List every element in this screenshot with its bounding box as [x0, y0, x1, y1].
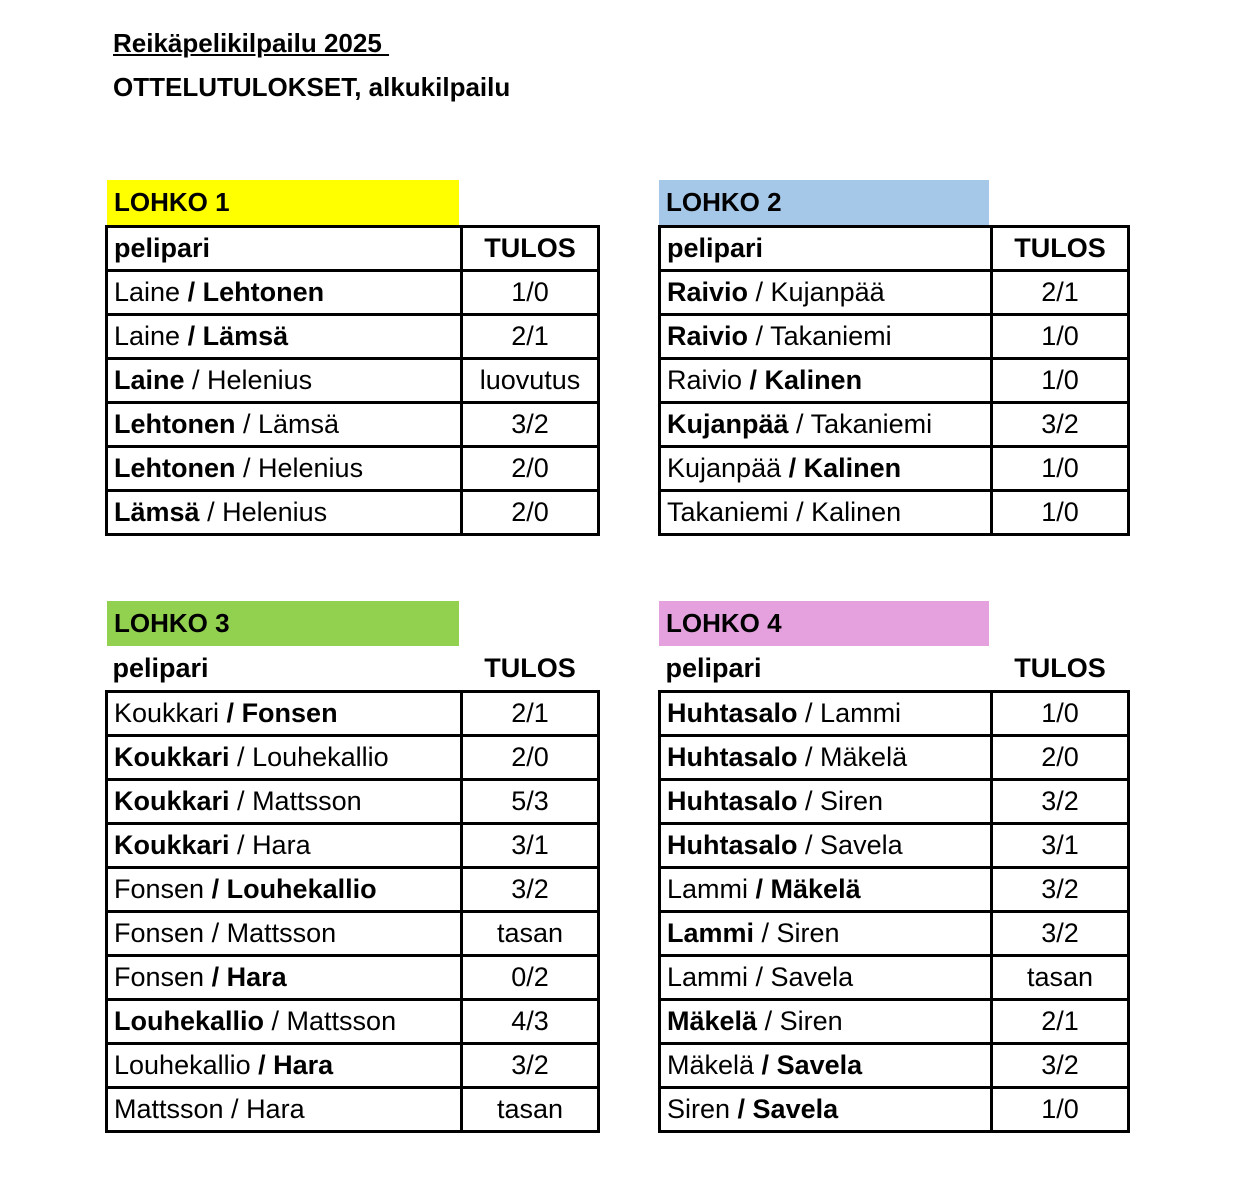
player-1-name: Lammi [667, 917, 755, 948]
player-2-name: Helenius [207, 365, 313, 395]
pelipari-cell [107, 691, 462, 735]
player-2-name: Hara [246, 1093, 305, 1124]
player-1-name: Louhekallio [114, 1049, 251, 1080]
player-1-name: Kujanpää [667, 453, 782, 483]
player-2-name: Lammi [820, 697, 902, 728]
tulos-cell: 3/1 [992, 823, 1129, 867]
table-row [107, 1087, 599, 1131]
column-header-pelipari: pelipari [112, 652, 209, 683]
pair-separator: / [204, 873, 227, 904]
player-2-name: Mattsson [286, 1005, 397, 1036]
pelipari-cell [107, 955, 462, 999]
player-1-name: Kujanpää [667, 409, 789, 439]
pair-separator: / [264, 1005, 287, 1036]
pair-separator: / [754, 1049, 777, 1080]
player-2-name: Takaniemi [770, 321, 892, 351]
table-row [107, 271, 599, 315]
header-row [660, 647, 1129, 691]
tulos-cell: 1/0 [992, 359, 1129, 403]
player-2-name: Helenius [258, 453, 364, 483]
pelipari-cell [107, 823, 462, 867]
pair-separator: / [788, 497, 812, 527]
pelipari-cell [107, 359, 462, 403]
player-2-name: Louhekallio [226, 873, 377, 904]
player-1-name: Koukkari [114, 697, 220, 728]
pelipari-cell [107, 447, 462, 491]
tulos-cell: tasan [462, 911, 599, 955]
results-table-lohko-1 [105, 225, 600, 536]
pair-separator: / [229, 829, 253, 860]
player-1-name: Raivio [667, 321, 749, 351]
group-label-lohko-1: LOHKO 1 [107, 180, 459, 225]
tulos-cell: 2/1 [462, 315, 599, 359]
pelipari-cell [660, 867, 992, 911]
tulos-cell: 5/3 [462, 779, 599, 823]
pelipari-cell [660, 447, 992, 491]
player-1-name: Mäkelä [667, 1005, 758, 1036]
pair-separator: / [757, 1005, 780, 1036]
table-row [660, 955, 1129, 999]
pair-separator: / [184, 365, 208, 395]
results-table-lohko-2 [658, 225, 1130, 536]
pair-separator: / [754, 917, 777, 948]
table-row [107, 315, 599, 359]
player-2-name: Lämsä [258, 409, 340, 439]
pelipari-cell [660, 1087, 992, 1131]
table-row [660, 735, 1129, 779]
pair-separator: / [199, 497, 223, 527]
table-row [660, 271, 1129, 315]
pair-separator: / [219, 697, 242, 728]
pair-separator: / [797, 785, 821, 816]
table-row [660, 1087, 1129, 1131]
table-row [107, 955, 599, 999]
table-row [107, 999, 599, 1043]
header-row [107, 647, 599, 691]
player-1-name: Lammi [667, 873, 749, 904]
player-2-name: Hara [273, 1049, 334, 1080]
pelipari-cell [107, 491, 462, 535]
pair-separator: / [180, 277, 203, 307]
player-1-name: Lehtonen [114, 453, 236, 483]
tulos-cell: 3/2 [462, 1043, 599, 1087]
table-row [660, 403, 1129, 447]
group-label-lohko-4: LOHKO 4 [659, 601, 989, 646]
table-row [660, 779, 1129, 823]
player-2-name: Siren [776, 917, 840, 948]
tulos-cell: tasan [992, 955, 1129, 999]
player-1-name: Fonsen [114, 917, 205, 948]
player-2-name: Kalinen [811, 497, 902, 527]
player-2-name: Kujanpää [770, 277, 885, 307]
pelipari-cell [660, 955, 992, 999]
player-1-name: Koukkari [114, 741, 230, 772]
player-2-name: Kalinen [764, 365, 863, 395]
pelipari-cell [107, 1043, 462, 1087]
pelipari-cell [660, 823, 992, 867]
table-row [660, 447, 1129, 491]
pelipari-cell [107, 999, 462, 1043]
pelipari-cell [107, 867, 462, 911]
tulos-cell: 2/0 [992, 735, 1129, 779]
pair-separator: / [229, 785, 253, 816]
pair-separator: / [781, 453, 804, 483]
table-row [660, 691, 1129, 735]
tulos-cell: 3/2 [992, 867, 1129, 911]
pair-separator: / [797, 697, 821, 728]
player-1-name: Fonsen [114, 873, 205, 904]
player-2-name: Siren [779, 1005, 843, 1036]
table-row [107, 403, 599, 447]
player-2-name: Mattsson [226, 917, 337, 948]
pelipari-cell [660, 779, 992, 823]
player-1-name: Lehtonen [114, 409, 236, 439]
pair-separator: / [748, 277, 771, 307]
column-header-tulos: TULOS [484, 652, 576, 683]
player-1-name: Lämsä [114, 497, 200, 527]
results-table-lohko-4 [658, 647, 1130, 1133]
pelipari-cell [660, 403, 992, 447]
table-row [660, 315, 1129, 359]
pelipari-cell [660, 491, 992, 535]
table-row [107, 359, 599, 403]
table-row [660, 491, 1129, 535]
player-1-name: Fonsen [114, 961, 205, 992]
tulos-cell: 3/2 [992, 403, 1129, 447]
pair-separator: / [742, 365, 765, 395]
tulos-cell: 3/2 [992, 911, 1129, 955]
table-row [660, 999, 1129, 1043]
pair-separator: / [788, 409, 811, 439]
player-1-name: Koukkari [114, 785, 230, 816]
column-header-tulos: TULOS [992, 227, 1129, 271]
header-row [107, 227, 599, 271]
table-row [107, 1043, 599, 1087]
column-header-tulos: TULOS [1014, 652, 1106, 683]
column-header-pelipari: pelipari [665, 652, 762, 683]
tulos-cell: 3/2 [992, 1043, 1129, 1087]
document-subtitle: OTTELUTULOKSET, alkukilpailu [113, 72, 511, 102]
tulos-cell: 3/2 [992, 779, 1129, 823]
player-2-name: Helenius [222, 497, 328, 527]
tulos-cell: 1/0 [992, 1087, 1129, 1131]
group-label-lohko-3: LOHKO 3 [107, 601, 459, 646]
pelipari-cell [107, 271, 462, 315]
table-row [107, 447, 599, 491]
pair-separator: / [748, 321, 771, 351]
player-1-name: Louhekallio [114, 1005, 265, 1036]
tulos-cell: 2/1 [992, 999, 1129, 1043]
player-1-name: Koukkari [114, 829, 230, 860]
player-2-name: Savela [770, 961, 854, 992]
table-row [107, 735, 599, 779]
tulos-cell: 3/2 [462, 403, 599, 447]
player-1-name: Mäkelä [667, 1049, 755, 1080]
pair-separator: / [223, 1093, 247, 1124]
tulos-cell: 1/0 [992, 691, 1129, 735]
pair-separator: / [748, 961, 771, 992]
player-2-name: Savela [776, 1049, 863, 1080]
player-1-name: Raivio [667, 365, 743, 395]
tulos-cell: 1/0 [992, 315, 1129, 359]
table-row [107, 911, 599, 955]
pelipari-cell [660, 911, 992, 955]
player-1-name: Takaniemi [667, 497, 789, 527]
pelipari-cell [660, 359, 992, 403]
player-2-name: Hara [226, 961, 287, 992]
table-row [660, 911, 1129, 955]
tulos-cell: 0/2 [462, 955, 599, 999]
pair-separator: / [730, 1093, 753, 1124]
pelipari-cell [107, 911, 462, 955]
tulos-cell: 3/1 [462, 823, 599, 867]
player-1-name: Siren [667, 1093, 731, 1124]
pair-separator: / [235, 453, 259, 483]
tulos-cell: luovutus [462, 359, 599, 403]
pair-separator: / [797, 829, 821, 860]
player-2-name: Kalinen [803, 453, 902, 483]
player-2-name: Louhekallio [252, 741, 389, 772]
player-2-name: Savela [820, 829, 903, 860]
table-row [107, 823, 599, 867]
player-2-name: Siren [820, 785, 884, 816]
pelipari-cell [107, 735, 462, 779]
table-row [107, 691, 599, 735]
player-2-name: Takaniemi [810, 409, 933, 439]
tulos-cell: 3/2 [462, 867, 599, 911]
tulos-cell: 2/0 [462, 447, 599, 491]
pelipari-cell [660, 999, 992, 1043]
player-2-name: Mattsson [252, 785, 362, 816]
table-row [107, 779, 599, 823]
player-1-name: Huhtasalo [667, 741, 798, 772]
pelipari-cell [660, 315, 992, 359]
player-2-name: Lämsä [202, 321, 289, 351]
pelipari-cell [660, 691, 992, 735]
document-title: Reikäpelikilpailu 2025 [113, 28, 390, 58]
group-label-lohko-2: LOHKO 2 [659, 180, 989, 225]
table-row [107, 491, 599, 535]
player-1-name: Mattsson [114, 1093, 224, 1124]
player-2-name: Hara [252, 829, 311, 860]
player-2-name: Lehtonen [202, 277, 325, 307]
pair-separator: / [235, 409, 259, 439]
pair-separator: / [748, 873, 771, 904]
header-row [660, 227, 1129, 271]
player-2-name: Savela [752, 1093, 839, 1124]
pelipari-cell [107, 315, 462, 359]
column-header-pelipari: pelipari [107, 227, 462, 271]
table-row [660, 359, 1129, 403]
tulos-cell: 2/1 [462, 691, 599, 735]
tulos-cell: 4/3 [462, 999, 599, 1043]
pelipari-cell [107, 403, 462, 447]
column-header-pelipari: pelipari [660, 227, 992, 271]
player-1-name: Huhtasalo [667, 785, 798, 816]
pelipari-cell [660, 1043, 992, 1087]
player-1-name: Huhtasalo [667, 829, 798, 860]
pair-separator: / [204, 917, 227, 948]
table-row [107, 867, 599, 911]
pair-separator: / [250, 1049, 274, 1080]
tulos-cell: 2/0 [462, 491, 599, 535]
player-1-name: Laine [114, 277, 181, 307]
pelipari-cell [107, 779, 462, 823]
pair-separator: / [797, 741, 821, 772]
pair-separator: / [229, 741, 253, 772]
pair-separator: / [204, 961, 227, 992]
tulos-cell: 1/0 [992, 491, 1129, 535]
table-row [660, 867, 1129, 911]
player-2-name: Mäkelä [820, 741, 908, 772]
tulos-cell: 1/0 [992, 447, 1129, 491]
tulos-cell: 2/1 [992, 271, 1129, 315]
table-row [660, 823, 1129, 867]
tulos-cell: 2/0 [462, 735, 599, 779]
player-1-name: Laine [114, 321, 181, 351]
player-1-name: Lammi [667, 961, 749, 992]
table-row [660, 1043, 1129, 1087]
player-2-name: Mäkelä [770, 873, 861, 904]
player-1-name: Laine [114, 365, 185, 395]
player-2-name: Fonsen [241, 697, 338, 728]
player-1-name: Huhtasalo [667, 697, 798, 728]
tulos-cell: 1/0 [462, 271, 599, 315]
pelipari-cell [660, 735, 992, 779]
tulos-cell: tasan [462, 1087, 599, 1131]
results-table-lohko-3 [105, 647, 600, 1133]
pelipari-cell [107, 1087, 462, 1131]
pelipari-cell [660, 271, 992, 315]
column-header-tulos: TULOS [462, 227, 599, 271]
player-1-name: Raivio [667, 277, 749, 307]
pair-separator: / [180, 321, 203, 351]
